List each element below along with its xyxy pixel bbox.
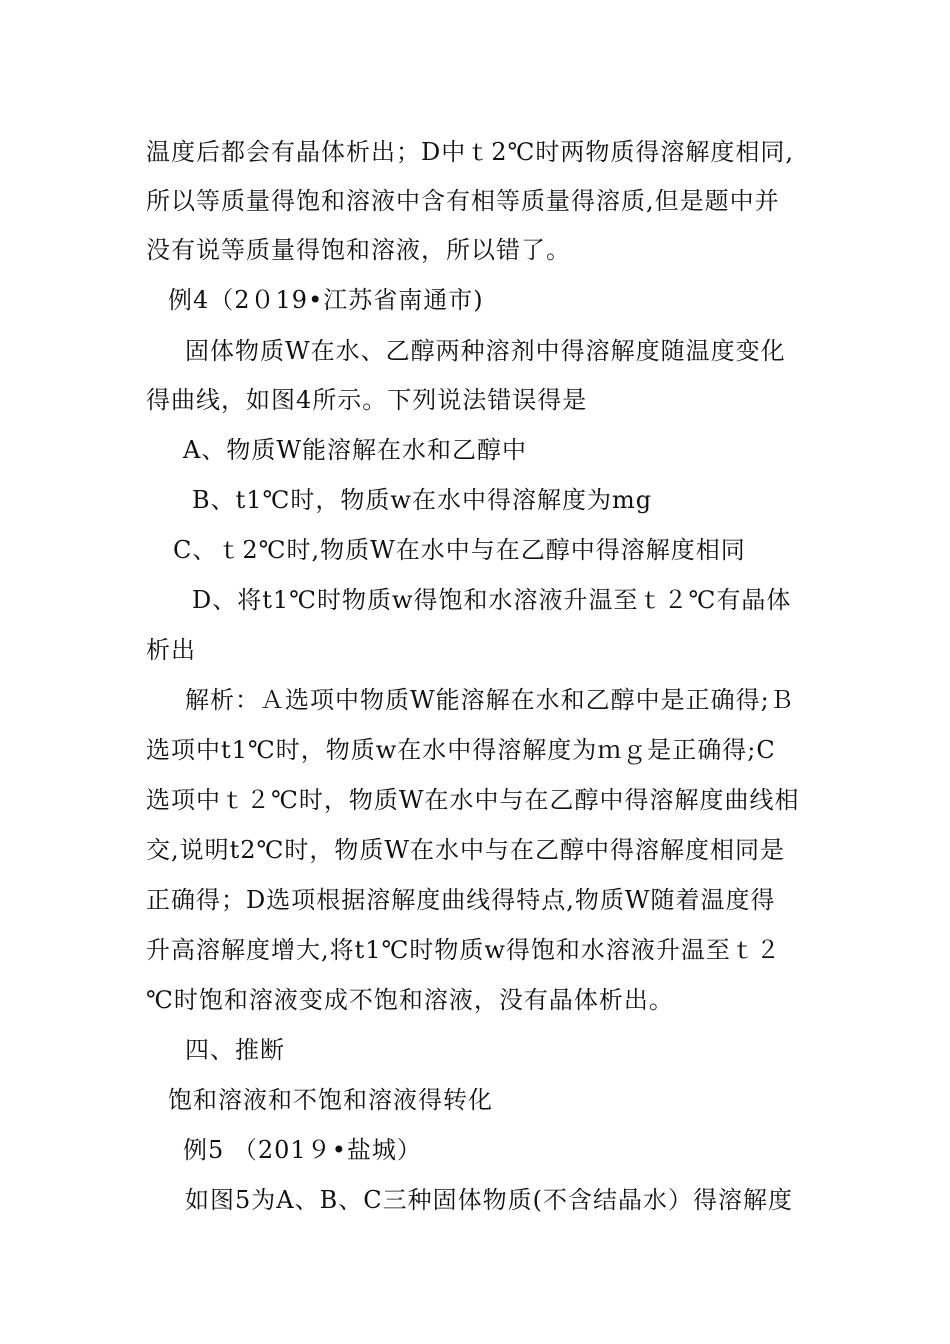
- example-heading: 例4（2０19•江苏省南通市): [168, 286, 484, 314]
- analysis-line: 交,说明t2℃时，物质W在水中与在乙醇中得溶解度相同是: [146, 836, 786, 864]
- option-a: A、物质W能溶解在水和乙醇中: [183, 436, 527, 464]
- paragraph-line: 温度后都会有晶体析出；D中ｔ2℃时两物质得溶解度相同,: [146, 138, 794, 166]
- section-heading: 四、推断: [185, 1036, 285, 1064]
- option-b: B、t1℃时，物质w在水中得溶解度为mg: [192, 486, 653, 514]
- example-heading: 例5 （201９•盐城）: [183, 1136, 422, 1164]
- paragraph-line: 没有说等质量得饱和溶液，所以错了。: [146, 236, 571, 264]
- analysis-line: ℃时饱和溶液变成不饱和溶液，没有晶体析出。: [146, 986, 674, 1014]
- paragraph-line: 如图5为A、B、C三种固体物质(不含结晶水）得溶解度: [185, 1186, 793, 1214]
- analysis-line: 正确得；D选项根据溶解度曲线得特点,物质W随着温度得: [146, 886, 776, 914]
- analysis-line: 选项中ｔ２℃时，物质W在水中与在乙醇中得溶解度曲线相: [146, 786, 800, 814]
- subsection-heading: 饱和溶液和不饱和溶液得转化: [168, 1086, 493, 1114]
- paragraph-line: 析出: [146, 636, 196, 664]
- analysis-line: 升高溶解度增大,将t1℃时物质w得饱和水溶液升温至ｔ２: [146, 936, 781, 964]
- paragraph-line: 得曲线，如图4所示。下列说法错误得是: [146, 386, 588, 414]
- option-d: D、将t1℃时物质w得饱和水溶液升温至ｔ２℃有晶体: [192, 586, 792, 614]
- option-c: C、ｔ2℃时,物质W在水中与在乙醇中得溶解度相同: [173, 536, 746, 564]
- paragraph-line: 所以等质量得饱和溶液中含有相等质量得溶质,但是题中并: [146, 187, 780, 215]
- analysis-line: 解析：Ａ选项中物质W能溶解在水和乙醇中是正确得;Ｂ: [185, 686, 795, 714]
- paragraph-line: 固体物质W在水、乙醇两种溶剂中得溶解度随温度变化: [185, 337, 786, 365]
- analysis-line: 选项中t1℃时，物质w在水中得溶解度为ｍｇ是正确得;C: [146, 736, 776, 764]
